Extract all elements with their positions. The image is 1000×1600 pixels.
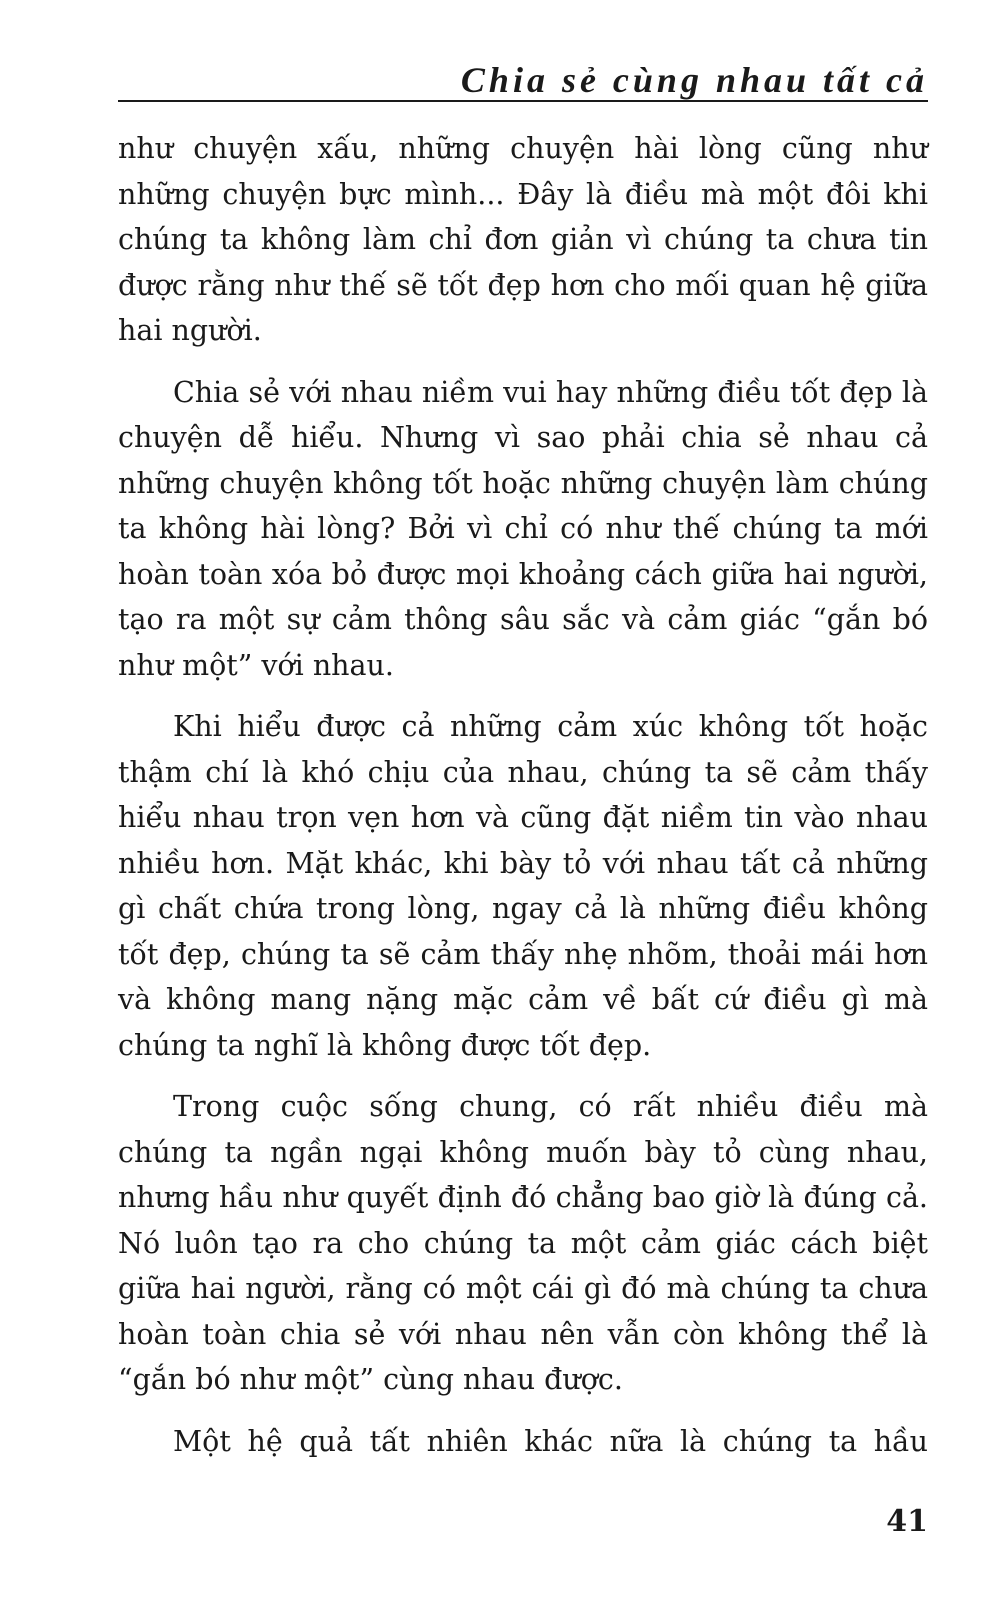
page-number: 41: [886, 1504, 928, 1539]
paragraph-3: Khi hiểu được cả những cảm xúc không tốt hoặc thậm chí là khó chịu của nhau, chúng ta sẽ cảm thấy hiểu nhau trọn vẹn hơn và cũng đặt niềm tin vào nhau nhiều hơn. Mặt khác, khi bày tỏ với nhau tất cả những gì chất chứa trong lòng, ngay cả là những điều không tốt đẹp, chúng ta sẽ cảm thấy nhẹ nhõm, thoải mái hơn và không mang nặng mặc cảm về bất cứ điều gì mà chúng ta nghĩ là không được tốt đẹp.: [118, 710, 928, 1062]
paragraph-4: Trong cuộc sống chung, có rất nhiều điều mà chúng ta ngần ngại không muốn bày tỏ cùng nhau, nhưng hầu như quyết định đó chẳng bao giờ là đúng cả. Nó luôn tạo ra cho chúng ta một cảm giác cách biệt giữa hai người, rằng có một cái gì đó mà chúng ta chưa hoàn toàn chia sẻ với nhau nên vẫn còn không thể là “gắn bó như một” cùng nhau được.: [118, 1090, 928, 1396]
running-header: Chia sẻ cùng nhau tất cả: [460, 60, 928, 100]
paragraph-5: Một hệ quả tất nhiên khác nữa là chúng ta hầu: [173, 1424, 928, 1458]
header-rule: [118, 100, 928, 102]
paragraph-1: như chuyện xấu, những chuyện hài lòng cũng như những chuyện bực mình... Đây là điều mà một đôi khi chúng ta không làm chỉ đơn giản vì chúng ta chưa tin được rằng như thế sẽ tốt đẹp hơn cho mối quan hệ giữa hai người.: [118, 132, 928, 347]
paragraph-2: Chia sẻ với nhau niềm vui hay những điều tốt đẹp là chuyện dễ hiểu. Nhưng vì sao phải chia sẻ nhau cả những chuyện không tốt hoặc những chuyện làm chúng ta không hài lòng? Bởi vì chỉ có như thế chúng ta mới hoàn toàn xóa bỏ được mọi khoảng cách giữa hai người, tạo ra một sự cảm thông sâu sắc và cảm giác “gắn bó như một” với nhau.: [118, 375, 928, 682]
body-text: [118, 126, 928, 1480]
